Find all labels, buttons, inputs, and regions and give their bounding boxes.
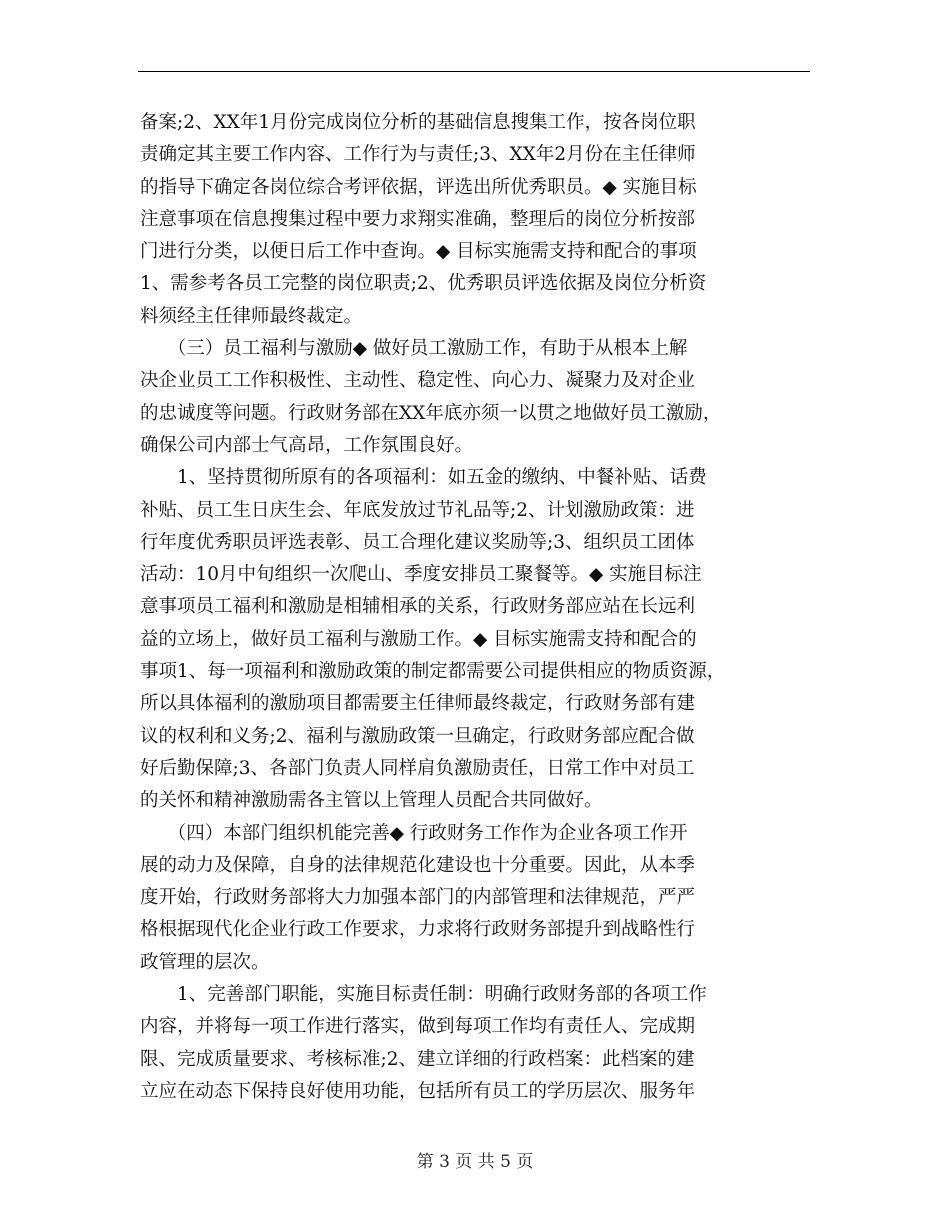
text-line: 备案;2、XX年1月份完成岗位分析的基础信息搜集工作，按各岗位职 [140,112,696,133]
text-line: 1、需参考各员工完整的岗位职责;2、优秀职员评选依据及岗位分析资 [140,273,707,295]
text-line: 活动：10月中旬组织一次爬山、季度安排员工聚餐等。◆ 实施目标注 [140,564,702,586]
text-line: 的忠诚度等问题。行政财务部在XX年底亦须一以贯之地做好员工激励， [140,402,722,424]
text-line: 的关怀和精神激励需各主管以上管理人员配合共同做好。 [140,790,603,812]
text-line: 好后勤保障;3、各部门负责人同样肩负激励责任，日常工作中对员工 [140,757,695,779]
page-number-label: 第 3 页 共 5 页 [416,1152,534,1172]
text-line: 事项1、每一项福利和激励政策的制定都需要公司提供相应的物质资源， [140,661,726,683]
text-line: 料须经主任律师最终裁定。 [140,305,363,327]
text-line: （三）员工福利与激励◆ 做好员工激励工作，有助于从根本上解 [140,338,688,360]
text-line: 限、完成质量要求、考核标准;2、建立详细的行政档案：此档案的建 [140,1048,695,1070]
text-line: 门进行分类，以便日后工作中查询。◆ 目标实施需支持和配合的事项 [140,241,697,263]
text-line: 所以具体福利的激励项目都需要主任律师最终裁定，行政财务部有建 [140,693,696,715]
text-line: 注意事项在信息搜集过程中要力求翔实准确，整理后的岗位分析按部 [140,208,696,230]
text-line: 议的权利和义务;2、福利与激励政策一旦确定，行政财务部应配合做 [140,725,695,747]
text-line: 行年度优秀职员评选表彰、员工合理化建议奖励等;3、组织员工团体 [140,531,695,553]
page-footer [0,1150,950,1174]
text-line: 确保公司内部士气高昂，工作氛围良好。 [140,434,474,456]
text-line: 政管理的层次。 [140,951,270,973]
text-line: 立应在动态下保持良好使用功能，包括所有员工的学历层次、服务年 [140,1080,696,1102]
text-line: 格根据现代化企业行政工作要求，力求将行政财务部提升到战略性行 [140,919,696,941]
text-line: 益的立场上，做好员工福利与激励工作。◆ 目标实施需支持和配合的 [140,628,697,650]
text-line: 决企业员工工作积极性、主动性、稳定性、向心力、凝聚力及对企业 [140,370,696,392]
text-line: 内容，并将每一项工作进行落实，做到每项工作均有责任人、完成期 [140,1016,696,1038]
text-line: 责确定其主要工作内容、工作行为与责任;3、XX年2月份在主任律师 [140,144,696,166]
text-line: 1、完善部门职能，实施目标责任制：明确行政财务部的各项工作 [140,984,707,1006]
text-line: 度开始，行政财务部将大力加强本部门的内部管理和法律规范，严严 [140,887,696,909]
header-rule [138,71,810,72]
text-line: 展的动力及保障，自身的法律规范化建设也十分重要。因此，从本季 [140,854,696,876]
text-line: （四）本部门组织机能完善◆ 行政财务工作作为企业各项工作开 [140,822,688,844]
text-line: 的指导下确定各岗位综合考评依据，评选出所优秀职员。◆ 实施目标 [140,176,697,198]
document-body [140,107,820,1108]
text-line: 1、坚持贯彻所原有的各项福利：如五金的缴纳、中餐补贴、话费 [140,467,707,489]
text-line: 补贴、员工生日庆生会、年底发放过节礼品等;2、计划激励政策：进 [140,499,695,521]
text-line: 意事项员工福利和激励是相辅相承的关系，行政财务部应站在长远利 [140,596,696,618]
